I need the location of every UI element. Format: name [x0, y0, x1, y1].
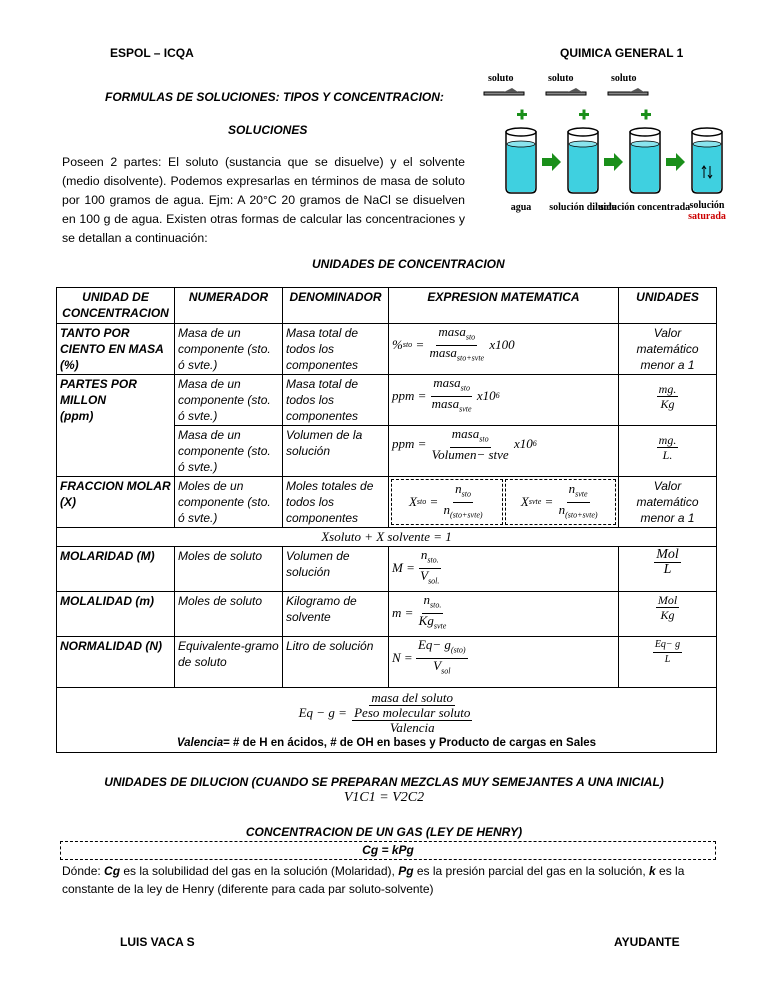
- table-row: [57, 637, 717, 688]
- table-row: [57, 324, 717, 375]
- numerator-cell: Masa de un componente (sto. ó svte.): [175, 375, 283, 426]
- molar-fraction-sum: Xsoluto + X solvente = 1: [57, 528, 717, 547]
- formula-ppm-volume: ppm = $\frac{masa_{sto}}{\text{Volumen− stve}}$ x10 6: [389, 426, 619, 477]
- units-cell: Valor matemático menor a 1: [619, 477, 717, 528]
- gas-formula: Cg = kPg: [60, 841, 716, 860]
- numerator-cell: Moles de soluto: [175, 592, 283, 637]
- solute-label-3: soluto: [611, 73, 637, 84]
- beaker-concentrated: [630, 128, 660, 193]
- numerator-cell: Equivalente-gramo de soluto: [175, 637, 283, 688]
- table-row: [57, 547, 717, 592]
- numerator-cell: Masa de un componente (sto. ó svte.): [175, 324, 283, 375]
- units-eq-l: $\frac{Eq- g}{L}$: [619, 637, 717, 688]
- beaker-diluted: [568, 128, 598, 193]
- beaker-label-solution: solución: [689, 200, 725, 211]
- concentration-table: [56, 287, 717, 753]
- header-denominator: DENOMINADOR: [283, 288, 389, 324]
- numerator-cell: Moles de un componente (sto. ó svte.): [175, 477, 283, 528]
- beaker-saturated: [692, 128, 722, 193]
- beaker-label-saturated: saturada: [688, 211, 726, 222]
- table-row: [57, 688, 717, 753]
- units-mol-l: $\frac{\text{Mol}}{L}$: [619, 547, 717, 592]
- denominator-cell: Volumen de la solución: [283, 426, 389, 477]
- plus-icon: [517, 110, 651, 120]
- denominator-cell: Volumen de solución: [283, 547, 389, 592]
- valencia-label: Valencia: [176, 737, 224, 749]
- valencia-text: = # de H en ácidos, # de OH en bases y Producto de cargas en Sales: [223, 737, 597, 749]
- section-solutions: SOLUCIONES: [228, 123, 308, 137]
- arrow-right-icon: [542, 153, 685, 171]
- unit-molality: MOLALIDAD (m): [57, 592, 175, 637]
- header-left: ESPOL – ICQA: [110, 46, 194, 60]
- footer-role: AYUDANTE: [614, 935, 680, 949]
- header-unit: UNIDAD DE CONCENTRACION: [57, 288, 175, 324]
- page-title: FORMULAS DE SOLUCIONES: TIPOS Y CONCENTRACION:: [105, 90, 444, 104]
- denominator-cell: Litro de solución: [283, 637, 389, 688]
- formula-molality: m = $\frac{n_{sto.}}{Kg_{svte}}$: [389, 592, 619, 637]
- header-units: UNIDADES: [619, 288, 717, 324]
- dilution-formula: V1C1 = V2C2: [343, 790, 425, 805]
- gas-explanation: Dónde: Cg es la solubilidad del gas en la solución (Molaridad), Pg es la presión parcial del gas en la solución, k es la constante de la ley de Henry (diferente para cada par soluto-solvente): [62, 864, 685, 896]
- header-right: QUIMICA GENERAL 1: [560, 46, 684, 60]
- gas-title: CONCENTRACION DE UN GAS (LEY DE HENRY): [245, 825, 523, 839]
- unit-molarity: MOLARIDAD (M): [57, 547, 175, 592]
- denominator-cell: Masa total de todos los componentes: [283, 375, 389, 426]
- solute-label-1: soluto: [488, 73, 514, 84]
- equivalent-gram-formula: Eq − g = $\frac{\text{masa del soluto}}{\frac{\text{Peso molecular soluto}}{\text{Valencia}}}$ Valencia= # de H en ácidos, # de OH en bases y Producto de cargas en Sales: [57, 688, 717, 753]
- units-mol-kg: $\frac{\text{Mol}}{Kg}$: [619, 592, 717, 637]
- denominator-cell: Moles totales de todos los componentes: [283, 477, 389, 528]
- unit-normality: NORMALIDAD (N): [57, 637, 175, 688]
- formula-molar-fraction: X sto = $\frac{n_{sto}}{n_{(sto+svte)}}$ X svte = $\frac{n_{svte}}{n_{(sto+svte)}}$: [389, 477, 619, 528]
- footer-author: LUIS VACA S: [120, 935, 195, 949]
- solutions-figure: [478, 70, 728, 230]
- numerator-cell: Masa de un componente (sto. ó svte.): [175, 426, 283, 477]
- table-row: [57, 375, 717, 426]
- table-row: [57, 592, 717, 637]
- dilution-title: UNIDADES DE DILUCION (CUANDO SE PREPARAN MEZCLAS MUY SEMEJANTES A UNA INICIAL): [104, 775, 664, 789]
- solute-label-2: soluto: [548, 73, 574, 84]
- header-numerator: NUMERADOR: [175, 288, 283, 324]
- denominator-cell: Kilogramo de solvente: [283, 592, 389, 637]
- formula-ppm-mass: ppm = $\frac{masa_{sto}}{masa_{svte}}$ x10 6: [389, 375, 619, 426]
- scale-icon: [484, 92, 648, 95]
- table-header-row: [57, 288, 717, 324]
- units-mg-l: $\frac{mg.}{L.}$: [619, 426, 717, 477]
- beaker-label-diluted: solución diluida: [549, 202, 617, 213]
- formula-percent: % sto = $\frac{masa_{sto}}{masa_{sto+svte}}$ x100: [389, 324, 619, 375]
- beaker-water: [506, 128, 536, 193]
- beaker-label-concentrated: solución concentrada: [599, 202, 691, 213]
- units-cell: Valor matemático menor a 1: [619, 324, 717, 375]
- header-expression: EXPRESION MATEMATICA: [389, 288, 619, 324]
- denominator-cell: Masa total de todos los componentes: [283, 324, 389, 375]
- beaker-label-water: agua: [510, 202, 532, 213]
- numerator-cell: Moles de soluto: [175, 547, 283, 592]
- table-row: [57, 477, 717, 528]
- unit-percent: TANTO POR CIENTO EN MASA (%): [57, 324, 175, 375]
- units-mg-kg: $\frac{mg.}{Kg}$: [619, 375, 717, 426]
- table-row: [57, 528, 717, 547]
- intro-paragraph: Poseen 2 partes: El soluto (sustancia que se disuelve) y el solvente (medio disolvente). Podemos expresarlas en términos de masa de soluto por 100 gramos de agua. Ejm: A 20°C 20 gramos de NaCl se disuelven en 100 g de agua. Existen otras formas de calcular las concentraciones y se detallan a continuación:: [62, 155, 465, 245]
- formula-normality: N = $\frac{Eq- g_{(sto)}}{V_{sol}}$: [389, 637, 619, 688]
- unit-molar-fraction: FRACCION MOLAR (X): [57, 477, 175, 528]
- units-title: UNIDADES DE CONCENTRACION: [312, 257, 505, 271]
- formula-molarity: M = $\frac{n_{sto.}}{V_{sol.}}$: [389, 547, 619, 592]
- unit-ppm: PARTES POR MILLON (ppm): [57, 375, 175, 477]
